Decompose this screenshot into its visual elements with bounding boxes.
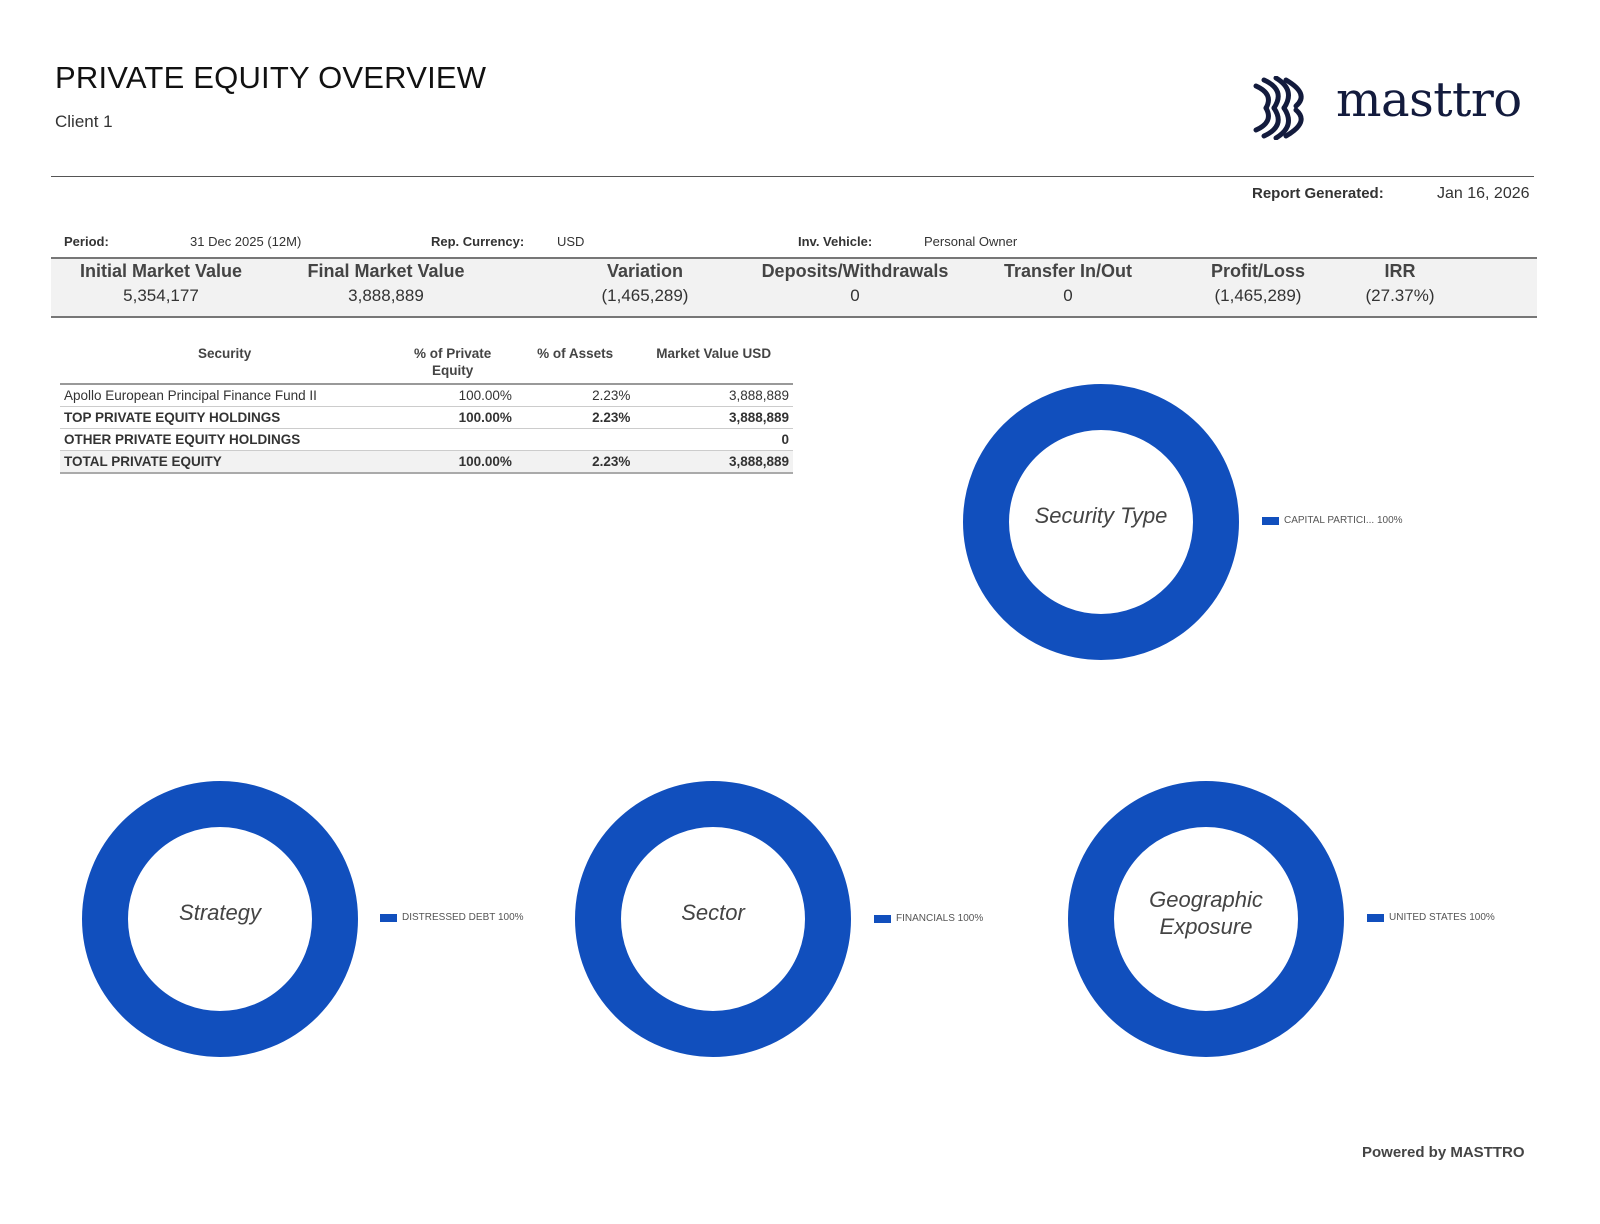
summary-label: IRR: [1384, 261, 1416, 281]
summary-final-market-value: [286, 261, 486, 306]
cell-mv: 3,888,889: [634, 451, 793, 474]
summary-value: (1,465,289): [1214, 286, 1302, 305]
cell-pct-pe: [389, 429, 516, 451]
legend-swatch: [874, 915, 891, 923]
legend-item: [1367, 912, 1495, 923]
cell-pct-assets: 2.23%: [516, 451, 634, 474]
summary-label: Deposits/Withdrawals: [761, 261, 949, 281]
cell-pct-pe: 100.00%: [389, 451, 516, 474]
summary-transfer-in-out: [968, 261, 1168, 306]
cell-pct-assets: 2.23%: [516, 384, 634, 407]
currency-value: USD: [557, 234, 585, 249]
donut-title-line: Geographic: [1149, 887, 1263, 912]
cell-pct-assets: 2.23%: [516, 407, 634, 429]
summary-value: (1,465,289): [601, 286, 689, 305]
legend-swatch: [1367, 914, 1384, 922]
table-row: [60, 384, 793, 407]
header-divider: [51, 176, 1534, 177]
donut-title: Strategy: [179, 900, 261, 925]
cell-security: OTHER PRIVATE EQUITY HOLDINGS: [60, 429, 389, 451]
cell-mv: 3,888,889: [634, 407, 793, 429]
summary-value: 3,888,889: [348, 286, 424, 305]
summary-value: 0: [1063, 286, 1073, 305]
legend-swatch: [380, 914, 397, 922]
legend-label: CAPITAL PARTICI... 100%: [1284, 515, 1403, 526]
cell-pct-assets: [516, 429, 634, 451]
donut-title: Sector: [681, 900, 745, 925]
legend-swatch: [1262, 517, 1279, 525]
legend-label: DISTRESSED DEBT 100%: [402, 912, 524, 923]
table-header-row: [60, 343, 793, 384]
summary-irr: [1320, 261, 1480, 306]
summary-value: (27.37%): [1365, 286, 1435, 305]
donut-title: [1111, 886, 1301, 940]
period-value: 31 Dec 2025 (12M): [190, 234, 302, 249]
legend-item: [380, 912, 524, 923]
cell-pct-pe: 100.00%: [389, 384, 516, 407]
summary-variation: [545, 261, 745, 306]
page-title: PRIVATE EQUITY OVERVIEW: [55, 60, 487, 95]
summary-label: Final Market Value: [307, 261, 465, 281]
col-security: Security: [60, 343, 389, 384]
cell-security: Apollo European Principal Finance Fund II: [60, 384, 389, 407]
brand-wordmark: masttro: [1336, 72, 1522, 128]
summary-label: Profit/Loss: [1210, 261, 1305, 281]
cell-pct-pe: 100.00%: [389, 407, 516, 429]
vehicle-label: Inv. Vehicle:: [798, 234, 873, 249]
report-generated-value: Jan 16, 2026: [1437, 185, 1530, 202]
cell-security: TOP PRIVATE EQUITY HOLDINGS: [60, 407, 389, 429]
table-row: [60, 451, 793, 474]
report-generated-label: Report Generated:: [1252, 185, 1384, 202]
legend-item: [1262, 515, 1403, 526]
period-label: Period:: [64, 234, 109, 249]
summary-label: Initial Market Value: [79, 261, 243, 281]
holdings-table: [60, 343, 793, 474]
col-pct-assets: % of Assets: [516, 343, 634, 384]
summary-value: 0: [850, 286, 860, 305]
vehicle-value: Personal Owner: [924, 234, 1018, 249]
summary-deposits-withdrawals: [745, 261, 965, 306]
summary-label: Transfer In/Out: [1003, 261, 1133, 281]
summary-bar: [51, 257, 1537, 318]
cell-security: TOTAL PRIVATE EQUITY: [60, 451, 389, 474]
currency-label: Rep. Currency:: [431, 234, 525, 249]
col-market-value: Market Value USD: [634, 343, 793, 384]
client-name: Client 1: [55, 112, 113, 131]
summary-label: Variation: [606, 261, 684, 281]
donut-title: Security Type: [1034, 503, 1168, 528]
table-row: [60, 429, 793, 451]
cell-mv: 3,888,889: [634, 384, 793, 407]
summary-value: 5,354,177: [123, 286, 199, 305]
summary-initial-market-value: [61, 261, 261, 306]
table-row: [60, 407, 793, 429]
col-pct-private-equity: % of Private Equity: [389, 343, 516, 384]
legend-item: [874, 913, 983, 924]
legend-label: UNITED STATES 100%: [1389, 912, 1495, 923]
cell-mv: 0: [634, 429, 793, 451]
powered-by: Powered by MASTTRO: [1362, 1144, 1525, 1161]
legend-label: FINANCIALS 100%: [896, 913, 984, 924]
donut-title-line: Exposure: [1159, 914, 1253, 939]
